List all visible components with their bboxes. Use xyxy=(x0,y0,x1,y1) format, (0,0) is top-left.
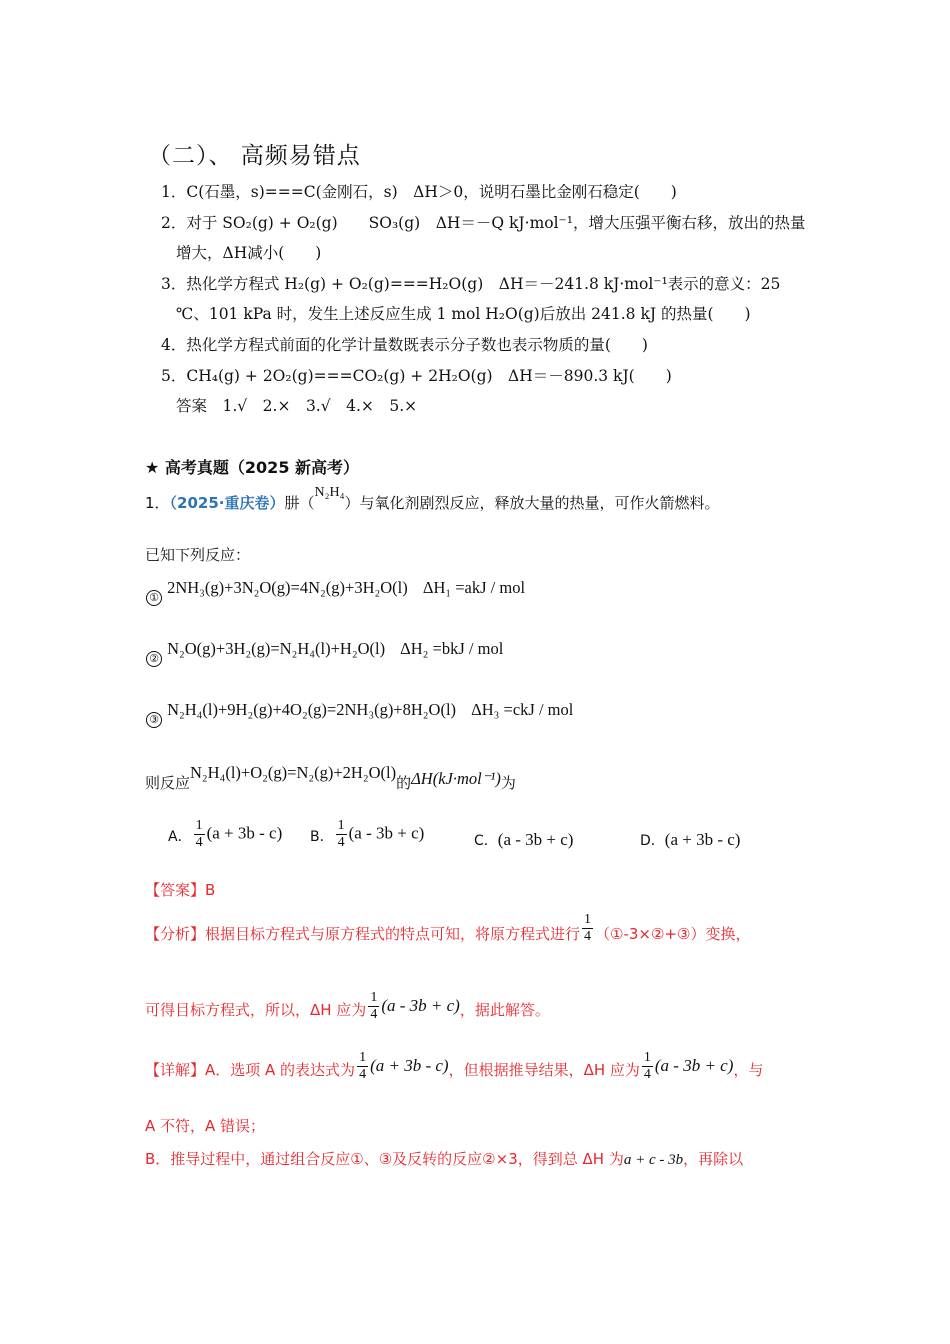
target-prefix: 则反应 xyxy=(145,774,191,792)
target-reaction-line xyxy=(145,762,516,792)
question-prefix: 肼（ xyxy=(284,494,315,512)
reaction-2 xyxy=(146,639,504,665)
question-formula: N₂H₄ xyxy=(314,485,345,500)
target-mid: 的 xyxy=(396,774,412,792)
item-text: 对于 SO₂(g) + O₂(g) SO₃(g) ΔH＝－Q kJ·mol⁻¹，增大压强平衡右移，放出的热量 xyxy=(186,214,806,232)
answer-line: 答案 1.√ 2.× 3.√ 4.× 5.× xyxy=(176,397,418,415)
solution-answer: 【答案】B xyxy=(145,881,216,899)
option-label: D． xyxy=(640,833,665,849)
question-number: 1． xyxy=(145,494,170,512)
option-label: C． xyxy=(474,833,498,849)
solution-analysis-cont: 可得目标方程式，所以，ΔH 应为 $\frac{1}{4}$ (a - 3b + c)，据此解答。 xyxy=(145,990,550,1023)
target-enthalpy: ΔH(kJ·mol⁻¹) xyxy=(411,769,501,788)
reaction-equation: 2NH₃(g)+3N₂O(g)=4N₂(g)+3H₂O(l) xyxy=(167,578,408,597)
option-expression: (a + 3b - c) xyxy=(206,823,283,843)
option-label: A． xyxy=(168,828,192,845)
option-expression: (a - 3b + c) xyxy=(497,830,574,849)
reaction-mark: ② xyxy=(146,651,162,667)
known-label: 已知下列反应： xyxy=(145,546,251,564)
target-equation: N₂H₄(l)+O₂(g)=N₂(g)+2H₂O(l) xyxy=(190,763,397,782)
target-suffix: 为 xyxy=(500,774,516,792)
item-text: C(石墨，s)===C(金刚石，s) ΔH＞0，说明石墨比金刚石稳定( ) xyxy=(186,183,677,201)
reaction-mark: ① xyxy=(146,590,162,606)
detail-fraction-1: $\frac{1}{4}$ xyxy=(359,1050,367,1083)
question-line xyxy=(145,485,720,513)
item-number: 4． xyxy=(161,336,187,354)
reaction-equation: N₂O(g)+3H₂(g)=N₂H₄(l)+H₂O(l) xyxy=(167,639,386,658)
item-text: 热化学方程式 H₂(g) + O₂(g)===H₂O(g) ΔH＝－241.8 kJ·mol⁻¹表示的意义：25 xyxy=(186,275,781,293)
option-c[interactable] xyxy=(474,830,573,850)
item-number: 2． xyxy=(161,214,187,232)
analysis-fraction: $\frac{1}{4}$ xyxy=(584,912,592,945)
option-fraction: $\frac{1}{4}$ xyxy=(337,818,345,851)
reaction-enthalpy: ΔH₃ =ckJ / mol xyxy=(471,700,574,719)
section-heading: （二）、 高频易错点 xyxy=(148,143,361,169)
error-item-2-cont: 增大，ΔH减小( ) xyxy=(176,244,322,262)
item-number: 5． xyxy=(161,367,187,385)
error-item-1 xyxy=(161,185,677,201)
reaction-enthalpy: ΔH₂ =bkJ / mol xyxy=(400,639,504,658)
solution-detail: 【详解】A．选项 A 的表达式为 $\frac{1}{4}$ (a + 3b - c)，但根据推导结果，ΔH 应为 $\frac{1}{4}$ (a - 3b + c)，与 xyxy=(145,1050,764,1083)
reaction-mark: ③ xyxy=(146,712,162,728)
option-expression: (a - 3b + c) xyxy=(348,823,425,843)
item-number: 1． xyxy=(161,183,187,201)
option-label: B． xyxy=(310,828,334,845)
option-expression: (a + 3b - c) xyxy=(664,830,741,849)
option-a[interactable] xyxy=(168,818,282,851)
exam-heading: ★ 高考真题（2025 新高考） xyxy=(145,458,360,477)
error-item-3-cont: ℃、101 kPa 时，发生上述反应生成 1 mol H₂O(g)后放出 241.8 kJ 的热量( ) xyxy=(176,305,751,323)
reaction-enthalpy: ΔH₁ =akJ / mol xyxy=(422,578,526,597)
detail-expression-3: a + c - 3b xyxy=(623,1152,684,1168)
solution-detail-b: B．推导过程中，通过组合反应①、③及反转的反应②×3，得到总 ΔH 为a + c - 3b，再除以 xyxy=(145,1150,744,1168)
option-fraction: $\frac{1}{4}$ xyxy=(195,818,203,851)
reaction-3 xyxy=(146,700,574,726)
reaction-1 xyxy=(146,578,526,604)
option-b[interactable] xyxy=(310,818,424,851)
error-item-2 xyxy=(161,216,805,232)
detail-expression-1: (a + 3b - c) xyxy=(370,1056,449,1076)
solution-detail-cont: A 不符，A 错误； xyxy=(145,1117,266,1135)
error-item-3 xyxy=(161,277,780,293)
item-number: 3． xyxy=(161,275,187,293)
error-item-4 xyxy=(161,338,648,354)
detail-fraction-2: $\frac{1}{4}$ xyxy=(643,1050,651,1083)
option-d[interactable] xyxy=(640,830,740,850)
question-suffix: ）与氧化剂剧烈反应，释放大量的热量，可作火箭燃料。 xyxy=(344,494,720,512)
item-text: 热化学方程式前面的化学计量数既表示分子数也表示物质的量( ) xyxy=(186,336,648,354)
analysis-expression: (a - 3b + c) xyxy=(381,996,460,1016)
detail-expression-2: (a - 3b + c) xyxy=(654,1056,734,1076)
reaction-equation: N₂H₄(l)+9H₂(g)+4O₂(g)=2NH₃(g)+8H₂O(l) xyxy=(167,700,457,719)
question-source: （2025·重庆卷） xyxy=(169,494,285,512)
analysis-fraction-2: $\frac{1}{4}$ xyxy=(370,990,378,1023)
item-text: CH₄(g) + 2O₂(g)===CO₂(g) + 2H₂O(g) ΔH＝－890.3 kJ( ) xyxy=(186,367,672,385)
error-item-5 xyxy=(161,369,672,385)
solution-analysis: 【分析】根据目标方程式与原方程式的特点可知，将原方程式进行 $\frac{1}{4}$ （①-3×②+③）变换， xyxy=(145,912,751,945)
